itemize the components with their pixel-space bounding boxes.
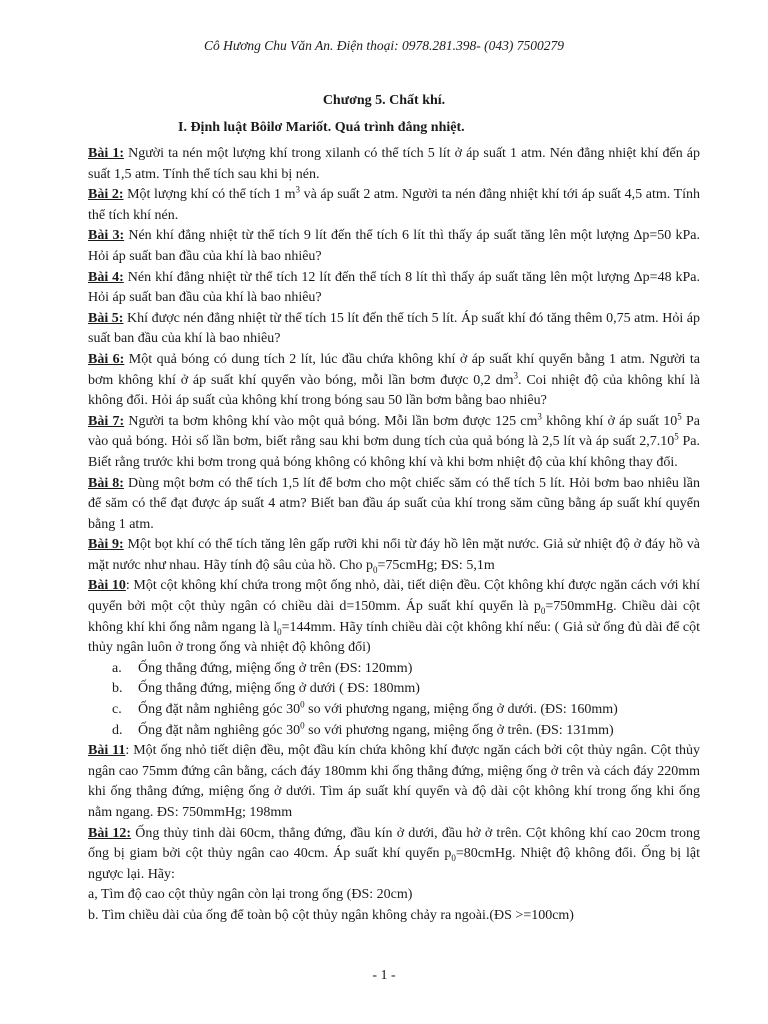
problem-10-options — [88, 659, 700, 741]
problem-text: =750mmHg. Chiều dài cột không khí khi ống nằm ngang là l — [88, 599, 701, 635]
problem-text: Người ta nén một lượng khí trong xilanh có thể tích 5 lít ở áp suất 1 atm. Nén đẳng nhiệt khí đến áp suất 1,5 atm. Tính thể tích sau khi bị nén. — [88, 146, 700, 182]
option-text — [112, 721, 614, 742]
problem-text: : Một cột không khí chứa trong một ống nhỏ, dài, tiết diện đều. Cột không khí được ngăn cách với khí quyển bởi một cột thủy ngân có chiều dài d=150mm. Áp suất khí quyển là p — [88, 578, 700, 615]
option-a — [88, 659, 700, 680]
problem-text: : Một ống nhỏ tiết diện đều, một đầu kín chứa không khí được ngăn cách bởi cột thủy ngân. Cột thủy ngân cao 75mm đứng cân bằng, cách đáy 180mm khi ống thẳng đứng, miệng ống ở trên và cách đáy 220mm khi ống thẳng đứng, miệng ống ở dưới. Tìm áp suất khí quyển và độ dài cột không khí trong ống khi ống nằm ngang. ĐS: 750mmHg; 198mm — [88, 743, 700, 820]
problem-8 — [88, 474, 700, 536]
problem-label: Bài 7: — [88, 413, 125, 429]
problem-label: Bài 1: — [88, 146, 124, 161]
option-text — [112, 700, 618, 721]
option-label: a. — [112, 660, 122, 676]
problem-6 — [88, 350, 700, 412]
option-label: d. — [112, 722, 123, 738]
option-text-part: so với phương ngang, miệng ống ở trên. (ĐS: 131mm) — [304, 722, 614, 738]
superscript: 3 — [295, 184, 301, 195]
option-d — [88, 721, 700, 742]
problem-text: Pa vào quả bóng. Hỏi số lần bơm, biết rằng sau khi bơm dung tích của quả bóng là 2,5 lít và áp suất 2,7.10 — [88, 413, 701, 450]
superscript: 3 — [537, 411, 542, 422]
problem-12 — [88, 824, 700, 886]
problem-1 — [88, 144, 700, 185]
section-title: I. Định luật Bôilơ Mariốt. Quá trình đẳng nhiệt. — [178, 120, 465, 135]
problem-5 — [88, 309, 700, 350]
problem-12-part-b: b. Tìm chiều dài của ống để toàn bộ cột thủy ngân không chảy ra ngoài.(ĐS >=100cm) — [88, 907, 574, 923]
problem-label: Bài 10 — [88, 578, 126, 594]
problem-list — [88, 144, 700, 927]
problem-label: Bài 8: — [88, 475, 124, 491]
problem-label: Bài 3: — [88, 228, 125, 244]
problem-text: . Coi nhiệt độ của không khí là không đổi. Hỏi áp suất của không khí trong bóng sau 50 lần bơm bằng bao nhiêu? — [88, 372, 700, 409]
problem-label: Bài 9: — [88, 537, 124, 553]
problem-text: Nén khí đẳng nhiệt từ thể tích 12 lít đến thể tích 8 lít thì thấy áp suất tăng lên một lượng Δp=48 kPa. Hỏi áp suất ban đầu của khí là bao nhiêu? — [88, 269, 701, 306]
problem-11 — [88, 741, 700, 823]
problem-label: Bài 5: — [88, 310, 124, 326]
superscript: 5 — [674, 431, 679, 442]
problem-label: Bài 12: — [88, 825, 132, 841]
problem-text: Người ta bơm không khí vào một quả bóng. Mỗi lần bơm được 125 cm — [128, 413, 538, 429]
option-text: Ống thẳng đứng, miệng ống ở dưới ( ĐS: 180mm) — [138, 681, 420, 697]
problem-text: =80cmHg. Nhiệt độ không đổi. Ống bị lật ngược lại. Hãy: — [88, 846, 700, 882]
problem-12-part-a: a, Tìm độ cao cột thủy ngân còn lại trong ống (ĐS: 20cm) — [88, 887, 413, 903]
option-text: Ống thẳng đứng, miệng ống ở trên (ĐS: 120mm) — [138, 660, 413, 676]
option-c — [88, 700, 700, 721]
problem-text: Khí được nén đẳng nhiệt từ thể tích 15 lít đến thể tích 5 lít. Áp suất khí đó tăng thêm 0,75 atm. Hỏi áp suất ban đầu của khí là bao nhiêu? — [88, 310, 700, 347]
superscript: 0 — [300, 699, 305, 710]
problem-7 — [88, 412, 700, 474]
problem-text: =75cmHg; ĐS: 5,1m — [377, 557, 495, 573]
problem-text: Ống thủy tinh dài 60cm, thẳng đứng, đầu kín ở dưới, đầu hở ở trên. Cột không khí cao 20cm trong ống bị giam bởi cột thủy ngân cao 40cm. Áp suất khí quyển p — [88, 825, 700, 862]
subscript: 0 — [373, 564, 378, 575]
option-text-part: Ống đặt nằm nghiêng góc 30 — [138, 702, 301, 718]
superscript: 0 — [300, 719, 305, 730]
page-header: Cô Hương Chu Văn An. Điện thoại: 0978.281.398- (043) 7500279 — [203, 38, 565, 53]
problem-4 — [88, 268, 700, 309]
superscript: 5 — [677, 411, 682, 422]
problem-text: =144mm. Hãy tính chiều dài cột không khí nếu: ( Giả sử ống đủ dài để cột thủy ngân luôn ở trong ống và nhiệt độ không đổi) — [88, 619, 700, 656]
superscript: 3 — [513, 369, 518, 380]
option-label: c. — [112, 702, 122, 718]
option-text-part: Ống đặt nằm nghiêng góc 30 — [138, 722, 301, 738]
chapter-title: Chương 5. Chất khí. — [322, 93, 446, 108]
problem-text: Một bọt khí có thể tích tăng lên gấp rưỡi khi nổi từ đáy hồ lên mặt nước. Giả sử nhiệt độ ở đáy hồ và mặt nước như nhau. Hãy tính độ sâu của hồ. Cho p — [88, 537, 700, 573]
page-number: - 1 - — [372, 968, 396, 983]
problem-label: Bài 4: — [88, 269, 124, 285]
problem-9 — [88, 535, 700, 576]
problem-3 — [88, 226, 700, 267]
problem-text: Nén khí đẳng nhiệt từ thể tích 9 lít đến thể tích 6 lít thì thấy áp suất tăng lên một lượng Δp=50 kPa. Hỏi áp suất ban đầu của khí là bao nhiêu? — [88, 228, 701, 264]
problem-2 — [88, 185, 700, 226]
problem-text: Dùng một bơm có thể tích 1,5 lít để bơm cho một chiếc săm có thể tích 5 lít. Hỏi bơm bao nhiêu lần để săm có thể đạt được áp suất 4 atm? Biết ban đầu áp suất của khí trong săm cũng bằng áp suất khí quyển bằng 1 atm. — [88, 475, 700, 532]
problem-10 — [88, 576, 700, 658]
option-text-part: so với phương ngang, miệng ống ở dưới. (ĐS: 160mm) — [304, 702, 618, 718]
option-b — [88, 679, 700, 700]
problem-label: Bài 11 — [88, 743, 126, 759]
problem-text: Một quả bóng có dung tích 2 lít, lúc đầu chứa không khí ở áp suất khí quyển bằng 1 atm. Người ta bơm không khí ở áp suất khí quyển vào bóng, mỗi lần bơm được 0,2 dm — [88, 351, 700, 388]
problem-label: Bài 2: — [88, 187, 124, 203]
problem-text: Pa. Biết rằng trước khi bơm trong quả bóng không có không khí và khi bơm nhiệt độ của khí không thay đổi. — [88, 434, 700, 470]
problem-text: và áp suất 2 atm. Người ta nén đẳng nhiệt khí tới áp suất 4,5 atm. Tính thể tích khí nén. — [88, 187, 701, 223]
problem-text: Một lượng khí có thể tích 1 m — [127, 187, 296, 203]
option-label: b. — [112, 681, 123, 697]
problem-label: Bài 6: — [88, 351, 125, 367]
problem-text: không khí ở áp suất 10 — [541, 413, 678, 429]
subscript: 0 — [540, 605, 546, 616]
subscript: 0 — [451, 852, 456, 863]
subscript: 0 — [277, 626, 282, 637]
